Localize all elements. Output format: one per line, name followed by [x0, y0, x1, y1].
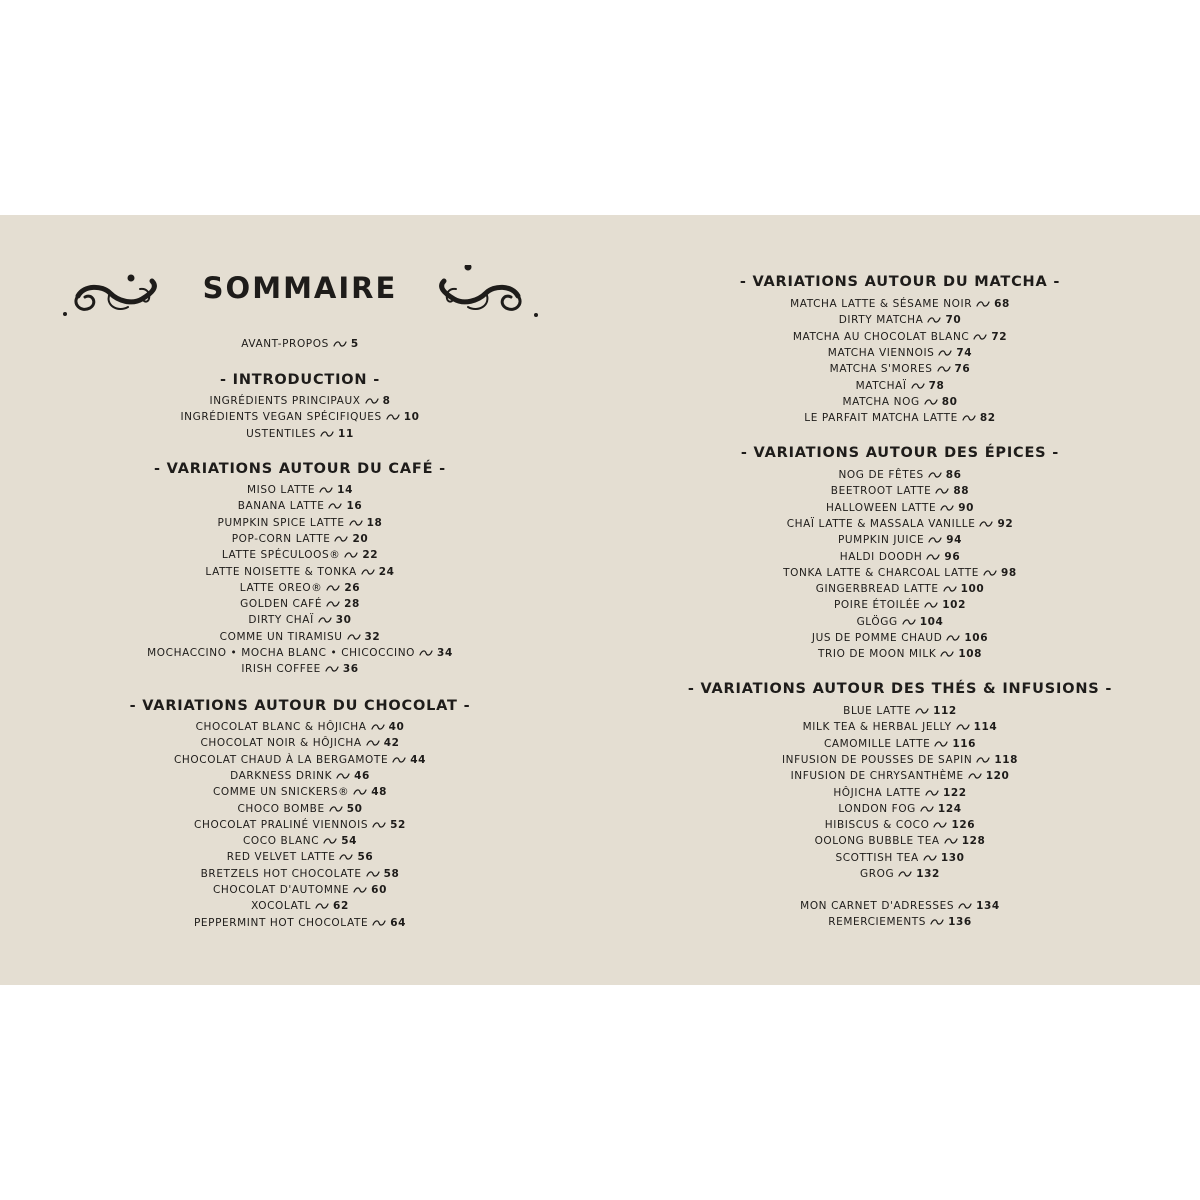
swirl-separator-icon	[366, 739, 380, 747]
toc-entry	[0, 646, 600, 660]
toc-entry-page: 106	[964, 632, 989, 644]
toc-entry-page: 92	[997, 517, 1014, 530]
toc-entry-page: 114	[973, 721, 998, 734]
toc-entry-label: CHOCOLAT CHAUD À LA BERGAMOTE	[174, 753, 389, 766]
toc-entry	[600, 753, 1200, 767]
toc-entry	[0, 818, 600, 832]
toc-entry-page: 72	[991, 330, 1008, 343]
toc-entry-page: 22	[362, 549, 379, 562]
toc-entry-label: CHOCOLAT D'AUTOMNE	[213, 884, 350, 896]
section-heading: - VARIATIONS AUTOUR DES THÉS & INFUSIONS -	[687, 681, 1113, 697]
toc-entry	[600, 615, 1200, 629]
toc-entry-label: AVANT-PROPOS	[241, 338, 329, 350]
toc-entry	[0, 532, 600, 546]
section-heading: - VARIATIONS AUTOUR DU MATCHA -	[739, 274, 1061, 290]
toc-entry-label: IRISH COFFEE	[241, 663, 321, 676]
toc-entry-page: 32	[364, 630, 381, 643]
toc-entry-page: 94	[946, 534, 963, 547]
swirl-separator-icon	[325, 665, 339, 673]
toc-entry	[0, 581, 600, 595]
toc-entry-page: 80	[941, 395, 958, 408]
toc-entry	[0, 867, 600, 881]
swirl-separator-icon	[979, 520, 993, 528]
toc-entry-label: HALDI DOODH	[839, 550, 923, 563]
toc-entry	[0, 785, 600, 799]
swirl-separator-icon	[968, 772, 982, 780]
toc-entry	[0, 834, 600, 848]
toc-entry-page: 26	[344, 581, 361, 594]
toc-entry-page: 54	[341, 835, 357, 848]
toc-entry-page: 120	[985, 770, 1010, 783]
swirl-separator-icon	[372, 919, 386, 927]
toc-entry	[600, 851, 1200, 865]
toc-entry-page: 118	[994, 753, 1019, 766]
swirl-separator-icon	[366, 870, 380, 878]
toc-entry	[0, 802, 600, 816]
toc-entry-label: NOG DE FÊTES	[838, 469, 924, 481]
toc-entry-label: LATTE SPÉCULOOS®	[221, 549, 341, 562]
swirl-separator-icon	[930, 918, 944, 926]
toc-entry	[600, 362, 1200, 376]
toc-entry-page: 10	[403, 411, 420, 424]
toc-entry-page: 104	[919, 615, 944, 628]
toc-entry-label: MISO LATTE	[247, 484, 316, 496]
toc-entry-label: CAMOMILLE LATTE	[823, 737, 931, 750]
toc-entry	[600, 786, 1200, 800]
page-title: SOMMAIRE	[202, 271, 398, 305]
toc-entry-label: TRIO DE MOON MILK	[817, 648, 937, 661]
toc-entry	[600, 704, 1200, 718]
toc-entry-page: 64	[390, 916, 407, 929]
scroll-flourish-icon	[438, 265, 538, 325]
toc-entry-label: RED VELVET LATTE	[226, 851, 336, 864]
toc-spread	[0, 215, 1200, 985]
toc-entry-label: CHOCOLAT PRALINÉ VIENNOIS	[194, 818, 369, 831]
swirl-separator-icon	[933, 821, 947, 829]
swirl-separator-icon	[328, 502, 342, 510]
toc-entry	[0, 516, 600, 530]
swirl-separator-icon	[976, 300, 990, 308]
toc-entry	[0, 899, 600, 913]
toc-entry-page: 42	[383, 737, 400, 750]
swirl-separator-icon	[915, 707, 929, 715]
toc-entry-page: 14	[337, 484, 353, 496]
swirl-separator-icon	[927, 316, 941, 324]
toc-entry-page: 30	[335, 614, 352, 627]
toc-entry-label: GLÖGG	[856, 615, 898, 628]
swirl-separator-icon	[940, 650, 954, 658]
toc-entry-label: MATCHA NOG	[842, 395, 920, 408]
toc-entry	[600, 468, 1200, 482]
swirl-separator-icon	[934, 740, 948, 748]
swirl-separator-icon	[372, 821, 386, 829]
toc-entry-page: 90	[958, 501, 975, 514]
toc-entry	[0, 613, 600, 627]
toc-entry-page: 74	[956, 346, 973, 359]
toc-entry-page: 11	[338, 427, 354, 440]
section-heading: - VARIATIONS AUTOUR DES ÉPICES -	[740, 445, 1060, 461]
toc-entry	[600, 395, 1200, 409]
toc-entry-page: 136	[948, 916, 972, 929]
toc-entry	[600, 501, 1200, 515]
toc-entry-page: 20	[352, 532, 369, 545]
swirl-separator-icon	[318, 616, 332, 624]
swirl-separator-icon	[976, 756, 990, 764]
toc-entry-page: 52	[390, 818, 406, 831]
toc-entry	[600, 598, 1200, 612]
swirl-separator-icon	[898, 870, 912, 878]
swirl-separator-icon	[956, 723, 970, 731]
toc-entry-label: HALLOWEEN LATTE	[825, 501, 937, 514]
swirl-separator-icon	[943, 585, 957, 593]
toc-entry-label: DARKNESS DRINK	[230, 769, 333, 782]
toc-entry-page: 132	[916, 868, 940, 880]
toc-entry-label: MATCHA VIENNOIS	[827, 346, 935, 359]
toc-entry	[0, 720, 600, 734]
toc-entry-label: HIBISCUS & COCO	[824, 819, 930, 832]
toc-entry-page: 130	[940, 851, 965, 864]
toc-entry-label: CHOCOLAT BLANC & HÔJICHA	[195, 721, 367, 733]
toc-entry-page: 60	[371, 884, 387, 896]
toc-entry-label: INGRÉDIENTS VEGAN SPÉCIFIQUES	[180, 411, 382, 424]
toc-entry-label: BLUE LATTE	[843, 705, 912, 717]
toc-entry-page: 18	[366, 516, 383, 529]
toc-entry-page: 98	[1001, 566, 1017, 579]
toc-entry-page: 96	[944, 550, 961, 563]
toc-entry-label: BEETROOT LATTE	[830, 485, 932, 498]
swirl-separator-icon	[323, 837, 337, 845]
toc-entry	[0, 769, 600, 783]
swirl-separator-icon	[326, 600, 340, 608]
toc-entry	[0, 337, 600, 351]
toc-entry-label: PUMPKIN JUICE	[837, 534, 925, 547]
toc-entry	[0, 736, 600, 750]
swirl-separator-icon	[336, 772, 350, 780]
swirl-separator-icon	[419, 649, 433, 657]
swirl-separator-icon	[339, 853, 353, 861]
toc-entry-label: POP-CORN LATTE	[231, 532, 331, 545]
toc-entry-page: 108	[958, 648, 983, 661]
toc-entry-page: 68	[994, 298, 1010, 310]
toc-entry	[0, 483, 600, 497]
toc-entry	[0, 565, 600, 579]
toc-entry	[0, 630, 600, 644]
toc-entry-label: MON CARNET D'ADRESSES	[800, 900, 955, 912]
swirl-separator-icon	[935, 487, 949, 495]
swirl-separator-icon	[937, 365, 951, 373]
toc-entry-page: 112	[933, 705, 957, 717]
toc-entry	[600, 379, 1200, 393]
toc-entry	[600, 802, 1200, 816]
swirl-separator-icon	[920, 805, 934, 813]
toc-entry-label: DIRTY CHAÏ	[248, 614, 314, 627]
toc-entry	[0, 499, 600, 513]
toc-entry-label: LATTE OREO®	[239, 581, 323, 594]
swirl-separator-icon	[326, 584, 340, 592]
toc-entry-label: SCOTTISH TEA	[835, 851, 919, 864]
toc-entry-label: MATCHA LATTE & SÉSAME NOIR	[790, 298, 973, 310]
swirl-separator-icon	[938, 349, 952, 357]
swirl-separator-icon	[333, 340, 347, 348]
toc-entry-label: CHOCO BOMBE	[237, 802, 325, 815]
toc-entry-page: 128	[961, 835, 986, 848]
toc-entry	[0, 597, 600, 611]
toc-entry	[600, 550, 1200, 564]
toc-entry	[0, 916, 600, 930]
swirl-separator-icon	[928, 471, 942, 479]
toc-entry	[600, 330, 1200, 344]
toc-entry-label: COMME UN TIRAMISU	[219, 630, 343, 643]
toc-entry-label: XOCOLATL	[251, 900, 312, 913]
toc-entry-label: POIRE ÉTOILÉE	[833, 599, 921, 612]
toc-entry-page: 122	[942, 786, 967, 799]
toc-entry-label: MATCHAÏ	[855, 379, 907, 392]
toc-entry-page: 102	[942, 599, 966, 612]
toc-entry-page: 56	[357, 851, 374, 864]
toc-entry	[600, 867, 1200, 881]
toc-entry-page: 62	[333, 900, 349, 913]
swirl-separator-icon	[347, 633, 361, 641]
toc-entry-page: 40	[388, 721, 405, 733]
swirl-separator-icon	[334, 535, 348, 543]
swirl-separator-icon	[928, 536, 942, 544]
swirl-separator-icon	[392, 756, 406, 764]
swirl-separator-icon	[946, 634, 960, 642]
swirl-separator-icon	[926, 553, 940, 561]
toc-entry	[600, 769, 1200, 783]
toc-entry-label: JUS DE POMME CHAUD	[811, 632, 943, 644]
toc-entry-page: 46	[354, 769, 370, 782]
toc-entry	[600, 631, 1200, 645]
swirl-separator-icon	[902, 618, 916, 626]
toc-entry-label: CHOCOLAT NOIR & HÔJICHA	[200, 737, 362, 750]
toc-entry-label: GROG	[860, 868, 895, 880]
toc-entry-page: 34	[437, 647, 453, 659]
toc-entry-label: MATCHA S'MORES	[829, 363, 933, 376]
toc-entry-label: LE PARFAIT MATCHA LATTE	[804, 412, 958, 425]
toc-entry	[600, 582, 1200, 596]
toc-entry-label: BRETZELS HOT CHOCOLATE	[200, 867, 362, 880]
toc-entry	[0, 427, 600, 441]
toc-entry-page: 76	[954, 363, 971, 376]
swirl-separator-icon	[371, 723, 385, 731]
toc-entry	[600, 834, 1200, 848]
toc-entry-label: CHAÏ LATTE & MASSALA VANILLE	[786, 517, 976, 530]
toc-entry	[600, 566, 1200, 580]
toc-entry-page: 16	[346, 500, 363, 513]
toc-entry-label: INGRÉDIENTS PRINCIPAUX	[209, 395, 361, 407]
toc-entry-page: 44	[410, 753, 426, 766]
swirl-separator-icon	[349, 519, 363, 527]
toc-entry	[0, 753, 600, 767]
toc-entry-page: 78	[928, 379, 945, 392]
swirl-separator-icon	[925, 789, 939, 797]
toc-entry	[0, 410, 600, 424]
toc-entry-label: COMME UN SNICKERS®	[212, 786, 350, 799]
toc-entry-label: DIRTY MATCHA	[838, 314, 924, 327]
toc-entry-label: MILK TEA & HERBAL JELLY	[802, 721, 952, 734]
toc-entry-label: LATTE NOISETTE & TONKA	[205, 565, 357, 578]
swirl-separator-icon	[353, 788, 367, 796]
swirl-separator-icon	[315, 902, 329, 910]
title-row	[0, 265, 600, 325]
swirl-separator-icon	[983, 569, 997, 577]
swirl-separator-icon	[386, 413, 400, 421]
toc-entry	[600, 484, 1200, 498]
toc-entry-page: 28	[344, 598, 360, 611]
swirl-separator-icon	[353, 886, 367, 894]
swirl-separator-icon	[973, 333, 987, 341]
section-heading: - INTRODUCTION -	[219, 372, 381, 388]
toc-entry	[600, 533, 1200, 547]
toc-entry-label: INFUSION DE POUSSES DE SAPIN	[781, 753, 973, 766]
swirl-separator-icon	[940, 504, 954, 512]
toc-entry-page: 8	[382, 395, 391, 407]
swirl-separator-icon	[344, 551, 358, 559]
toc-entry	[600, 818, 1200, 832]
toc-entry-page: 86	[945, 469, 962, 481]
toc-entry	[600, 411, 1200, 425]
toc-entry-label: PUMPKIN SPICE LATTE	[217, 516, 345, 529]
toc-entry	[600, 720, 1200, 734]
toc-entry-page: 50	[346, 802, 363, 815]
toc-entry-label: REMERCIEMENTS	[828, 916, 927, 929]
toc-entry	[0, 850, 600, 864]
toc-entry-label: LONDON FOG	[838, 802, 916, 815]
toc-entry-label: HÔJICHA LATTE	[833, 786, 921, 799]
toc-entry-page: 24	[378, 565, 395, 578]
toc-entry-label: INFUSION DE CHRYSANTHÈME	[790, 770, 964, 783]
swirl-separator-icon	[924, 398, 938, 406]
toc-entry	[600, 346, 1200, 360]
section-heading: - VARIATIONS AUTOUR DU CHOCOLAT -	[129, 698, 471, 714]
toc-entry-label: MATCHA AU CHOCOLAT BLANC	[792, 330, 970, 343]
toc-entry-page: 70	[945, 314, 962, 327]
toc-entry	[600, 517, 1200, 531]
toc-entry-label: GOLDEN CAFÉ	[240, 598, 323, 611]
swirl-separator-icon	[911, 382, 925, 390]
swirl-separator-icon	[361, 568, 375, 576]
toc-entry-page: 58	[383, 867, 400, 880]
toc-entry-page: 48	[371, 786, 388, 799]
toc-entry-label: BANANA LATTE	[237, 500, 325, 513]
toc-entry-label: GINGERBREAD LATTE	[815, 583, 939, 596]
toc-entry-label: PEPPERMINT HOT CHOCOLATE	[193, 916, 369, 929]
toc-entry-label: OOLONG BUBBLE TEA	[814, 835, 940, 848]
toc-entry	[0, 883, 600, 897]
toc-entry-page: 126	[951, 819, 976, 832]
swirl-separator-icon	[319, 486, 333, 494]
toc-entry-page: 134	[976, 900, 1000, 912]
toc-entry	[0, 394, 600, 408]
toc-entry-page: 88	[953, 485, 970, 498]
toc-entry	[600, 313, 1200, 327]
swirl-separator-icon	[329, 805, 343, 813]
toc-entry	[0, 548, 600, 562]
toc-entry-page: 116	[952, 737, 977, 750]
swirl-separator-icon	[924, 601, 938, 609]
swirl-separator-icon	[320, 430, 334, 438]
swirl-separator-icon	[958, 902, 972, 910]
toc-entry	[600, 737, 1200, 751]
toc-entry-page: 36	[342, 663, 359, 676]
toc-entry	[600, 899, 1200, 913]
toc-entry	[600, 297, 1200, 311]
toc-entry-page: 124	[937, 802, 962, 815]
swirl-separator-icon	[365, 397, 379, 405]
toc-entry-label: MOCHACCINO • MOCHA BLANC • CHICOCCINO	[147, 647, 416, 659]
toc-entry-label: USTENTILES	[246, 427, 317, 440]
toc-entry-page: 5	[350, 338, 359, 350]
section-heading: - VARIATIONS AUTOUR DU CAFÉ -	[154, 461, 446, 477]
toc-entry	[600, 647, 1200, 661]
toc-entry	[600, 915, 1200, 929]
toc-entry-page: 100	[960, 583, 985, 596]
swirl-separator-icon	[923, 854, 937, 862]
toc-entry-label: COCO BLANC	[242, 835, 320, 848]
toc-entry	[0, 662, 600, 676]
toc-entry-page: 82	[979, 412, 996, 425]
swirl-separator-icon	[962, 414, 976, 422]
swirl-separator-icon	[944, 837, 958, 845]
toc-entry-label: TONKA LATTE & CHARCOAL LATTE	[783, 566, 980, 579]
